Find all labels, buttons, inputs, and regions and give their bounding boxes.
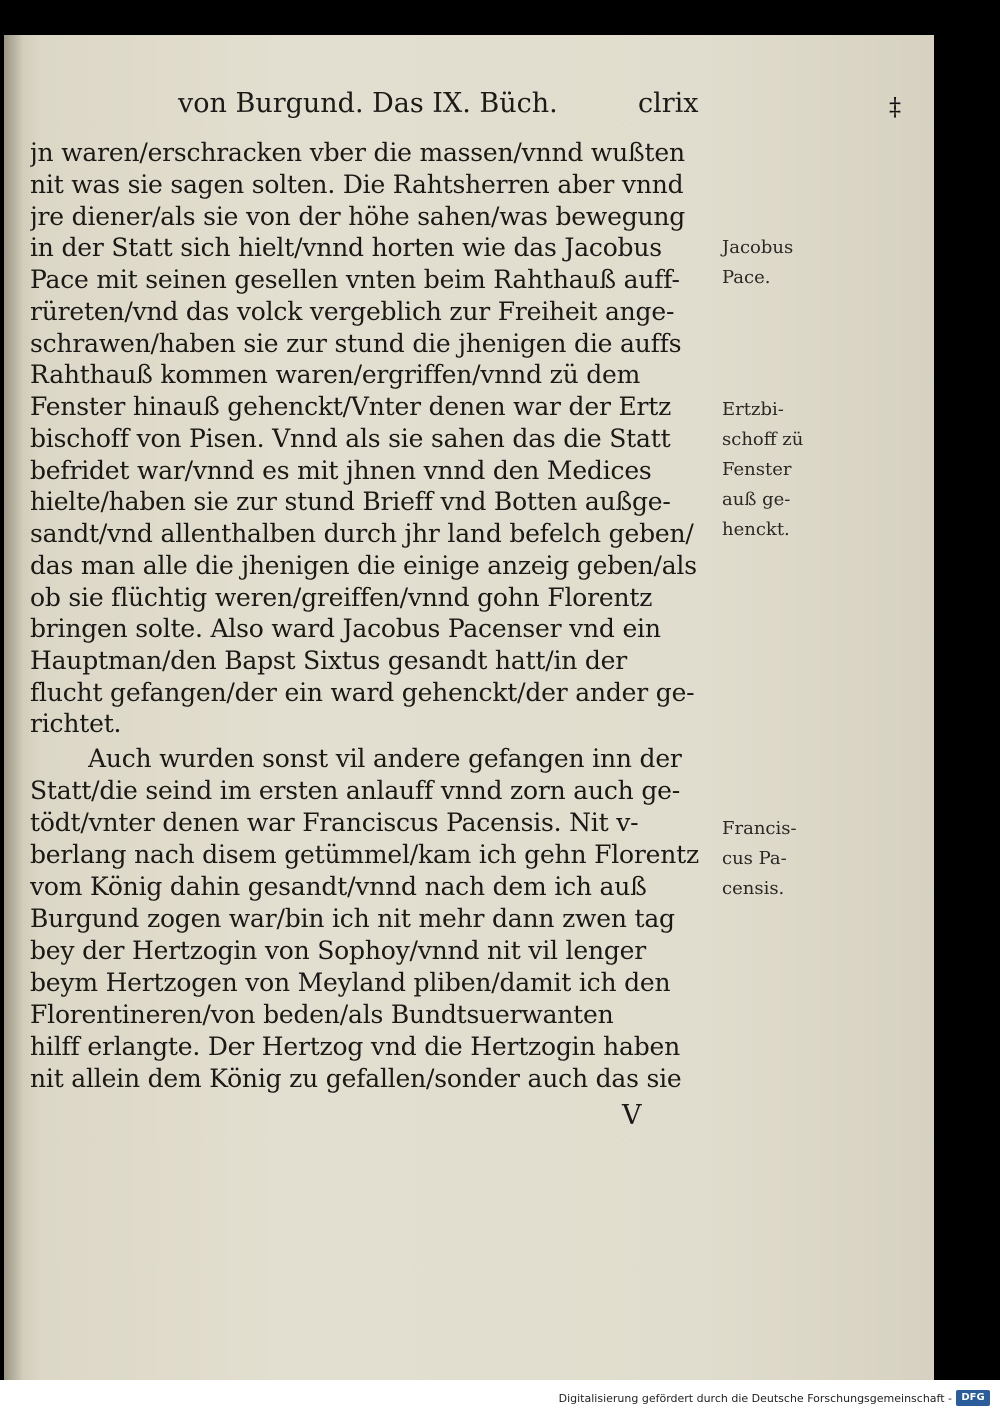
funding-credit: Digitalisierung gefördert durch die Deutsche Forschungsgemeinschaft - [558, 1392, 952, 1405]
text-line: vom König dahin gesandt/vnnd nach dem ich auß [30, 872, 647, 901]
margin-note-line: censis. [722, 878, 785, 899]
catchword: V [622, 1100, 642, 1131]
text-line: Hauptman/den Bapst Sixtus gesandt hatt/in der [30, 646, 628, 675]
margin-note-franciscus [722, 814, 822, 904]
text-line: sandt/vnd allenthalben durch jhr land befelch geben/ [30, 519, 694, 548]
text-line: nit allein dem König zu gefallen/sonder auch das sie [30, 1064, 682, 1093]
text-line: befridet war/vnnd es mit jhnen vnnd den Medices [30, 456, 652, 485]
page-marker: ‡ [889, 93, 901, 121]
margin-note-line: cus Pa- [722, 848, 787, 869]
text-line: jre diener/als sie von der höhe sahen/was bewegung [30, 202, 686, 231]
text-line: hilff erlangte. Der Hertzog vnd die Hertzogin haben [30, 1032, 681, 1061]
text-line: Rahthauß kommen waren/ergriffen/vnnd zü dem [30, 360, 641, 389]
text-line: jn waren/erschracken vber die massen/vnnd wußten [30, 138, 685, 167]
text-line: rüreten/vnd das volck vergeblich zur Freiheit ange- [30, 297, 675, 326]
margin-note-line: Jacobus [722, 237, 794, 258]
text-line: Auch wurden sonst vil andere gefangen inn der [88, 744, 682, 773]
text-line: Burgund zogen war/bin ich nit mehr dann zwen tag [30, 904, 675, 933]
text-line: richtet. [30, 709, 122, 738]
margin-note-line: Ertzbi- [722, 399, 784, 420]
text-line: hielte/haben sie zur stund Brieff vnd Botten außge- [30, 487, 671, 516]
text-line: berlang nach disem getümmel/kam ich gehn Florentz [30, 840, 699, 869]
text-line: Fenster hinauß gehenckt/Vnter denen war der Ertz [30, 392, 672, 421]
text-line: Statt/die seind im ersten anlauff vnnd zorn auch ge- [30, 776, 680, 805]
margin-note-line: auß ge- [722, 489, 791, 510]
margin-note-line: henckt. [722, 519, 790, 540]
text-line: beym Hertzogen von Meyland pliben/damit ich den [30, 968, 671, 997]
text-line: nit was sie sagen solten. Die Rahtsherren aber vnnd [30, 170, 684, 199]
margin-note-line: Pace. [722, 267, 771, 288]
running-title: von Burgund. Das IX. Büch. [178, 88, 558, 119]
text-line: in der Statt sich hielt/vnnd horten wie das Jacobus [30, 233, 662, 262]
text-line: ob sie flüchtig weren/greiffen/vnnd gohn Florentz [30, 583, 653, 612]
text-line: flucht gefangen/der ein ward gehenckt/der ander ge- [30, 678, 695, 707]
running-header [178, 88, 738, 128]
text-line: bringen solte. Also ward Jacobus Pacenser vnd ein [30, 614, 661, 643]
folio-number: clrix [638, 88, 699, 119]
text-line: das man alle die jhenigen die einige anzeig geben/als [30, 551, 697, 580]
page-gutter [4, 35, 22, 1380]
text-line: schrawen/haben sie zur stund die jhenigen die auffs [30, 329, 682, 358]
margin-note-line: schoff zü [722, 429, 804, 450]
margin-note-jacobus [722, 233, 822, 293]
margin-note-line: Francis- [722, 818, 797, 839]
text-line: Pace mit seinen gesellen vnten beim Rahthauß auff- [30, 265, 680, 294]
text-line: bey der Hertzogin von Sophoy/vnnd nit vil lenger [30, 936, 646, 965]
text-line: tödt/vnter denen war Franciscus Pacensis. Nit v- [30, 808, 639, 837]
margin-note-line: Fenster [722, 459, 792, 480]
dfg-logo-icon: DFG [956, 1390, 990, 1406]
margin-note-ertzbischoff [722, 395, 822, 545]
text-line: Florentineren/von beden/als Bundtsuerwanten [30, 1000, 614, 1029]
text-line: bischoff von Pisen. Vnnd als sie sahen das die Statt [30, 424, 671, 453]
